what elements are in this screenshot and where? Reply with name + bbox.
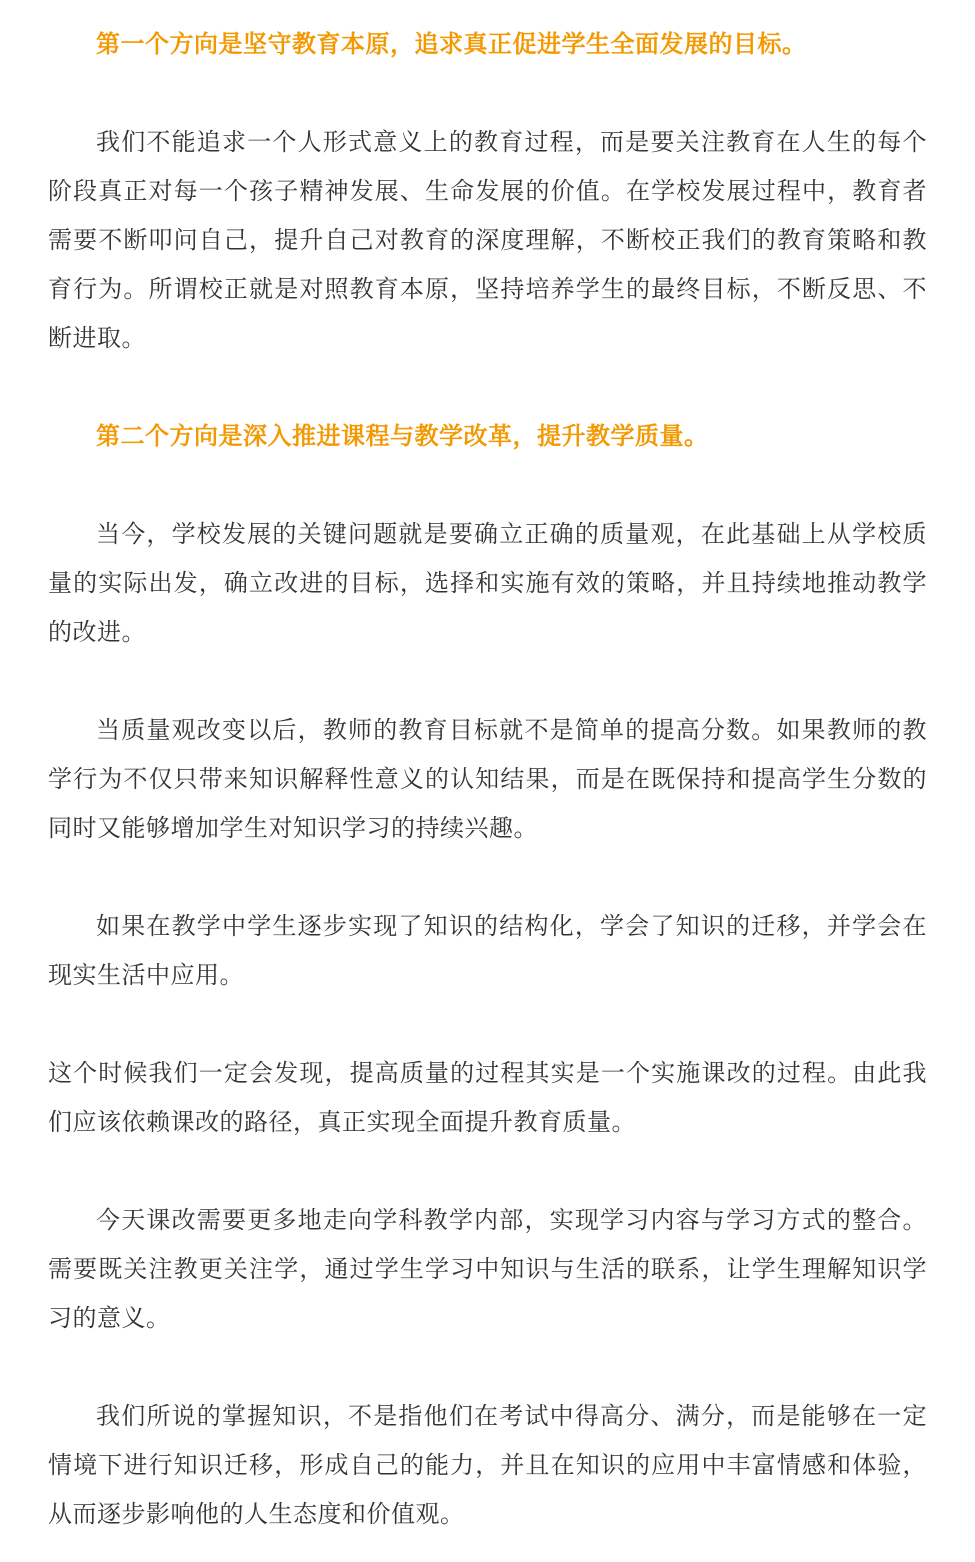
paragraph-4: 如果在教学中学生逐步实现了知识的结构化，学会了知识的迁移，并学会在现实生活中应用。: [48, 912, 927, 989]
section-heading-2: 第二个方向是深入推进课程与教学改革，提升教学质量。: [96, 422, 709, 450]
paragraph-5: 这个时候我们一定会发现，提高质量的过程其实是一个实施课改的过程。由此我们应该依赖课改的路径，真正实现全面提升教育质量。: [48, 1059, 927, 1136]
paragraph-2: 当今，学校发展的关键问题就是要确立正确的质量观，在此基础上从学校质量的实际出发，确立改进的目标，选择和实施有效的策略，并且持续地推动教学的改进。: [48, 520, 927, 646]
section-heading-1: 第一个方向是坚守教育本原，追求真正促进学生全面发展的目标。: [96, 30, 807, 58]
paragraph-1: 我们不能追求一个人形式意义上的教育过程，而是要关注教育在人生的每个阶段真正对每一个孩子精神发展、生命发展的价值。在学校发展过程中，教育者需要不断叩问自己，提升自己对教育的深度理解，不断校正我们的教育策略和教育行为。所谓校正就是对照教育本原，坚持培养学生的最终目标，不断反思、不断进取。: [48, 128, 927, 352]
paragraph-3: 当质量观改变以后，教师的教育目标就不是简单的提高分数。如果教师的教学行为不仅只带来知识解释性意义的认知结果，而是在既保持和提高学生分数的同时又能够增加学生对知识学习的持续兴趣。: [48, 716, 927, 842]
paragraph-6: 今天课改需要更多地走向学科教学内部，实现学习内容与学习方式的整合。需要既关注教更关注学，通过学生学习中知识与生活的联系，让学生理解知识学习的意义。: [48, 1206, 927, 1332]
paragraph-7: 我们所说的掌握知识，不是指他们在考试中得高分、满分，而是能够在一定情境下进行知识迁移，形成自己的能力，并且在知识的应用中丰富情感和体验，从而逐步影响他的人生态度和价值观。: [48, 1402, 927, 1528]
